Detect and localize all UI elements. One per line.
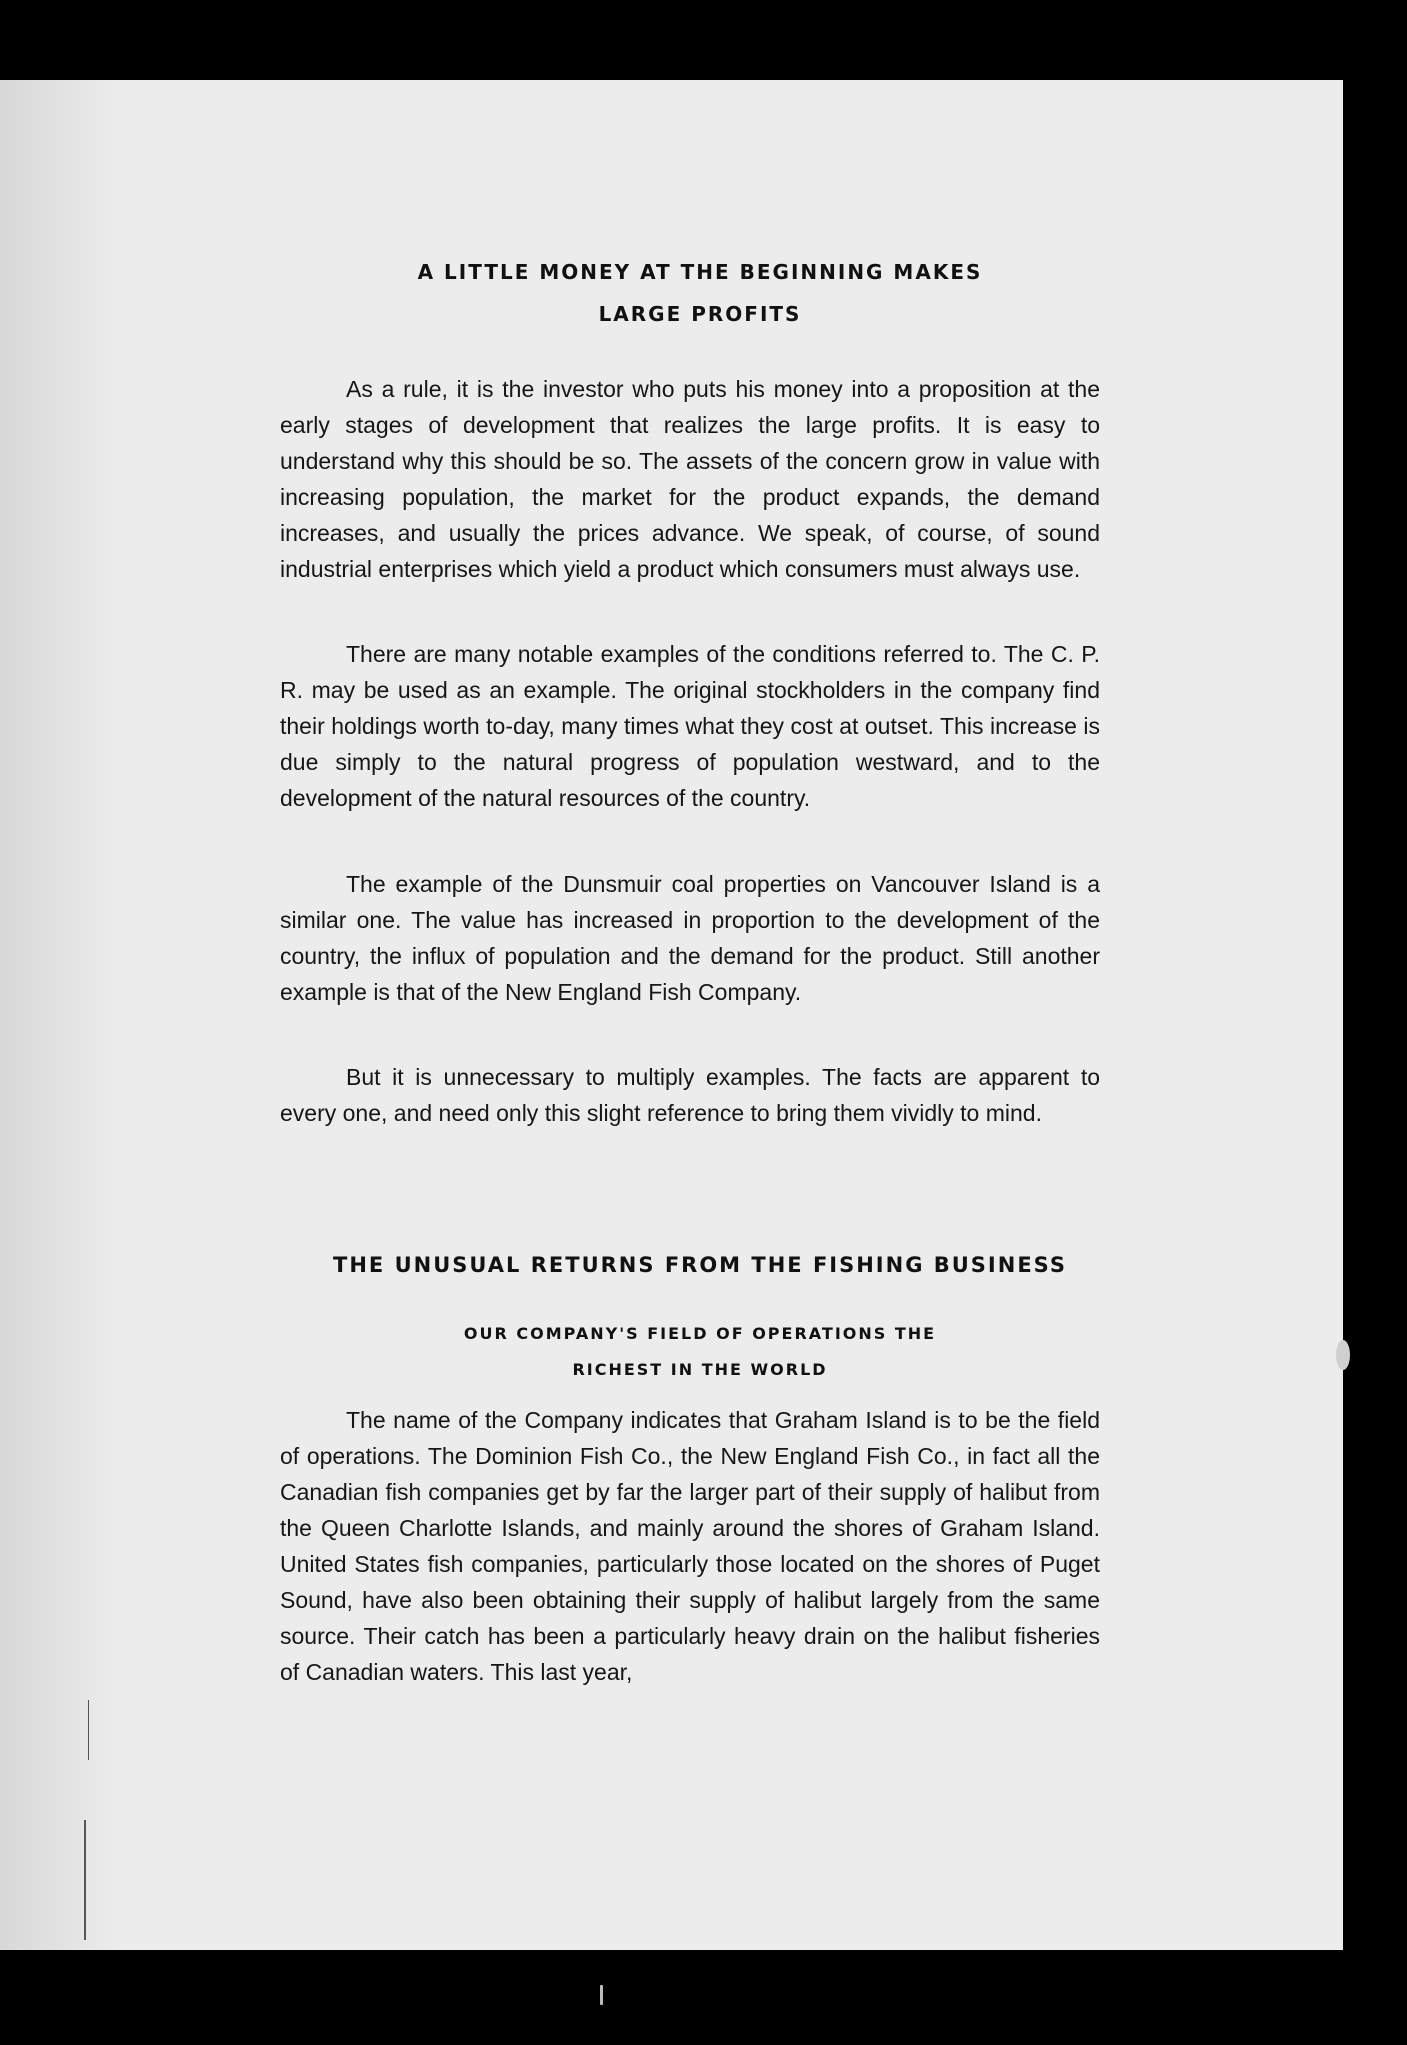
heading-line: A LITTLE MONEY AT THE BEGINNING MAKES — [417, 260, 983, 284]
heading-line: LARGE PROFITS — [598, 302, 802, 326]
section-heading — [270, 251, 1130, 335]
subheading-line: RICHEST IN THE WORLD — [572, 1360, 828, 1379]
page-gutter-shadow — [0, 80, 120, 1950]
section-subheading — [270, 1316, 1130, 1388]
gutter-mark — [88, 1700, 89, 1760]
paragraph: But it is unnecessary to multiply examples. The facts are apparent to every one, and need only this slight reference to bring them vividly to mind. — [280, 1064, 1100, 1126]
paragraph: The name of the Company indicates that Graham Island is to be the field of operations. The Dominion Fish Co., the New England Fish Co., in fact all the Canadian fish companies get by far the larger part of their supply of halibut from the Queen Charlotte Islands, and mainly around the shores of Graham Island. United States fish companies, particularly those located on the shores of Puget Sound, have also been obtaining their supply of halibut largely from the same source. Their catch has been a particularly heavy drain on the halibut fisheries of Canadian waters. This last year, — [280, 1407, 1100, 1685]
edge-speck — [600, 1985, 603, 2005]
paragraph: The example of the Dunsmuir coal properties on Vancouver Island is a similar one. The value has increased in proportion to the development of the country, the influx of population and the demand for the product. Still another example is that of the New England Fish Company. — [280, 871, 1100, 1005]
subheading-line: OUR COMPANY'S FIELD OF OPERATIONS THE — [463, 1324, 937, 1343]
gutter-mark — [84, 1820, 86, 1940]
paragraph: There are many notable examples of the conditions referred to. The C. P. R. may be used as an example. The original stockholders in the company find their holdings worth to-day, many times what they cost at outset. This increase is due simply to the natural progress of population westward, and to the development of the natural resources of the country. — [280, 641, 1100, 811]
paragraph: As a rule, it is the investor who puts his money into a proposition at the early stages of development that realizes the large profits. It is easy to understand why this should be so. The assets of the concern grow in value with increasing population, the market for the product expands, the demand increases, and usually the prices advance. We speak, of course, of sound industrial enterprises which yield a product which consumers must always use. — [280, 376, 1100, 582]
section-heading: THE UNUSUAL RETURNS FROM THE FISHING BUSINESS — [333, 1253, 1067, 1277]
edge-speck — [1336, 1340, 1350, 1370]
